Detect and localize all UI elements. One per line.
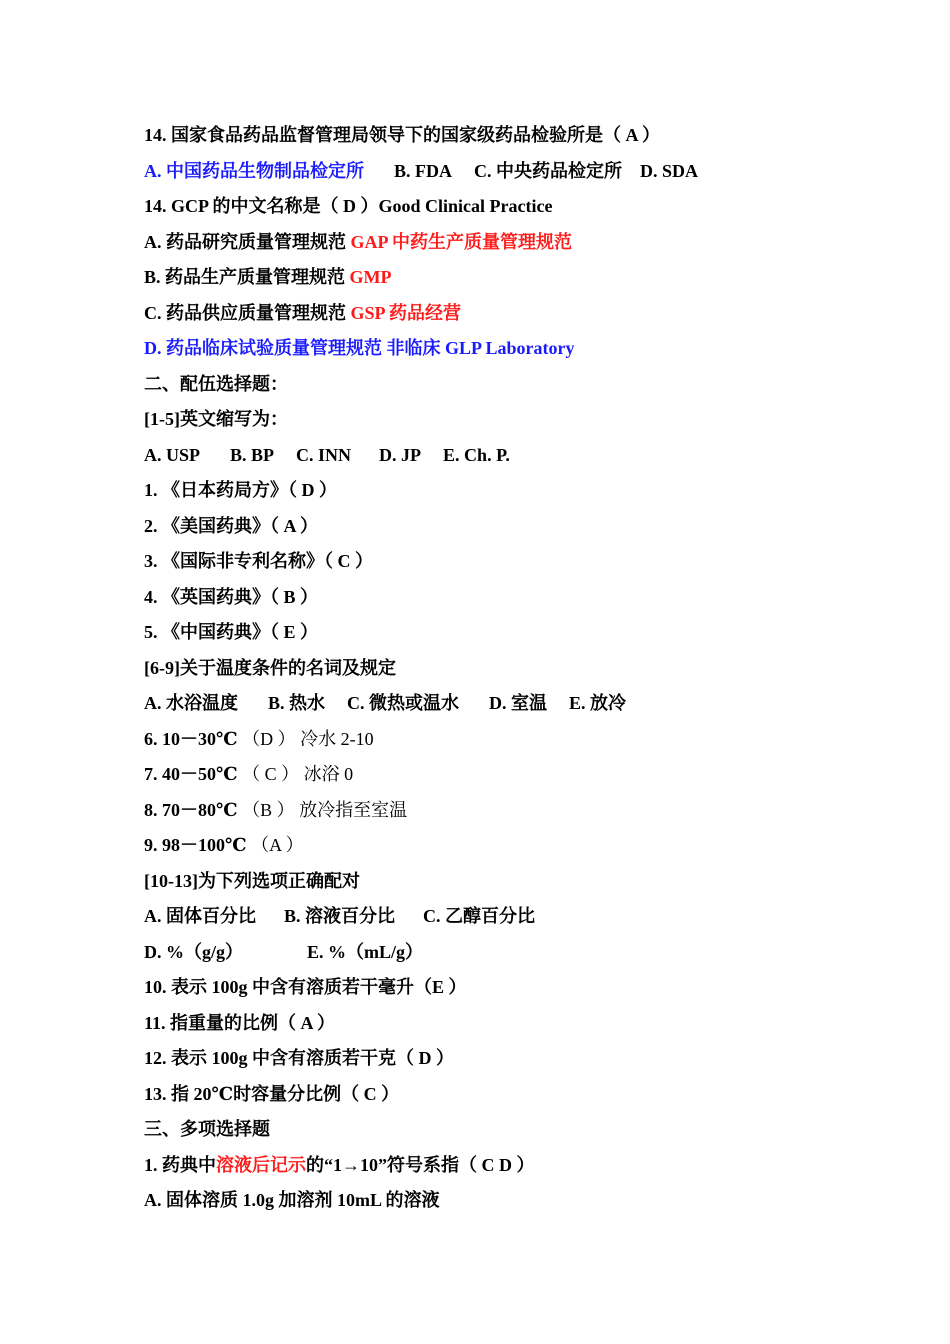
text-line <box>144 367 904 403</box>
text-segment: B. 药品生产质量管理规范 <box>144 267 350 287</box>
text-segment: 7. 40－50℃ <box>144 764 238 784</box>
text-segment: [6-9]关于温度条件的名词及规定 <box>144 657 396 678</box>
text-line <box>144 509 904 545</box>
text-line <box>144 935 904 971</box>
text-line <box>144 651 904 687</box>
text-segment: 二、配伍选择题： <box>144 373 288 394</box>
text-segment: D. SDA <box>640 160 699 181</box>
text-segment: E. Ch. P. <box>443 444 510 465</box>
text-segment: E. 放冷 <box>569 693 627 713</box>
text-segment: B. BP <box>230 444 275 465</box>
text-line <box>144 296 904 332</box>
text-segment: E. %（mL/g） <box>307 941 424 962</box>
text-segment: A. 固体百分比 <box>144 906 256 926</box>
text-line <box>144 864 904 900</box>
text-line <box>144 1006 904 1042</box>
text-segment: [1-5]英文缩写为： <box>144 409 288 429</box>
text-segment: 12. 表示 100g 中含有溶质若干克（ D ） <box>144 1048 454 1068</box>
document-content <box>144 118 904 1219</box>
text-segment: C. 中央药品检定所 <box>474 160 622 181</box>
text-segment: 10. 表示 100g 中含有溶质若干毫升（E ） <box>144 977 467 997</box>
text-segment: 溶液后记示 <box>216 1154 306 1175</box>
text-segment: 8. 70－80℃ <box>144 799 238 820</box>
text-segment: （A ） <box>246 835 304 855</box>
text-segment: A. 药品研究质量管理规范 <box>144 231 351 252</box>
text-line <box>144 899 904 935</box>
text-line <box>144 402 904 438</box>
text-segment: D. 室温 <box>489 693 548 713</box>
text-line <box>144 260 904 296</box>
text-line <box>144 722 904 758</box>
text-segment: GAP 中药生产质量管理规范 <box>350 231 573 252</box>
text-line <box>144 580 904 616</box>
text-segment: D. JP <box>379 444 422 465</box>
text-line <box>144 1077 904 1113</box>
text-segment: GMP <box>349 267 392 287</box>
text-segment: [10-13]为下列选项正确配对 <box>144 870 360 891</box>
text-line <box>144 189 904 225</box>
text-line <box>144 473 904 509</box>
text-segment: （D ） 冷水 2-10 <box>237 728 374 749</box>
text-segment: 2. 《美国药典》（ A ） <box>144 515 319 536</box>
text-segment: C. 药品供应质量管理规范 <box>144 302 351 323</box>
text-segment: C. 乙醇百分比 <box>423 906 536 926</box>
text-line <box>144 686 904 722</box>
text-segment: 14. GCP 的中文名称是（ D ）Good Clinical Practice <box>144 196 553 216</box>
text-segment: 13. 指 20℃时容量分比例（ C ） <box>144 1083 400 1104</box>
text-line <box>144 225 904 261</box>
text-segment: B. FDA <box>394 160 452 181</box>
text-line <box>144 1148 904 1184</box>
text-segment: A. 固体溶质 1.0g 加溶剂 10mL 的溶液 <box>144 1190 440 1210</box>
text-segment: A. USP <box>144 444 201 465</box>
text-segment: D. %（g/g） <box>144 941 243 962</box>
text-line <box>144 544 904 580</box>
text-segment: 4. 《英国药典》（ B ） <box>144 586 319 607</box>
text-line <box>144 1041 904 1077</box>
text-segment: D. 药品临床试验质量管理规范 非临床 GLP Laboratory <box>144 338 575 358</box>
text-line <box>144 793 904 829</box>
text-line <box>144 1112 904 1148</box>
text-segment: 6. 10－30℃ <box>144 728 238 749</box>
text-segment: A. 水浴温度 <box>144 693 238 713</box>
text-segment: 5. 《中国药典》（ E ） <box>144 622 319 642</box>
text-segment: 的“1→10”符号系指（ C D ） <box>306 1154 535 1175</box>
text-segment: 11. 指重量的比例（ A ） <box>144 1012 336 1033</box>
text-line <box>144 154 904 190</box>
text-line <box>144 757 904 793</box>
text-segment: 9. 98－100℃ <box>144 835 247 855</box>
text-line <box>144 615 904 651</box>
text-segment: 1. 《日本药局方》（ D ） <box>144 480 337 500</box>
text-segment: A. 中国药品生物制品检定所 <box>144 160 364 181</box>
text-segment: 1. 药典中 <box>144 1154 216 1175</box>
text-segment: （ C ） 冰浴 0 <box>237 764 354 784</box>
text-line <box>144 828 904 864</box>
text-segment: C. 微热或温水 <box>347 693 460 713</box>
text-segment: 14. 国家食品药品监督管理局领导下的国家级药品检验所是（ A ） <box>144 125 661 145</box>
text-segment: B. 热水 <box>268 693 326 713</box>
text-segment: C. INN <box>296 444 352 465</box>
text-line <box>144 331 904 367</box>
text-segment: 3. 《国际非专利名称》（ C ） <box>144 551 373 571</box>
text-segment: 三、多项选择题 <box>144 1119 270 1139</box>
text-segment: GSP 药品经营 <box>350 302 462 323</box>
text-line <box>144 970 904 1006</box>
text-line <box>144 438 904 474</box>
text-segment: B. 溶液百分比 <box>284 906 396 926</box>
text-line <box>144 118 904 154</box>
text-line <box>144 1183 904 1219</box>
text-segment: （B ） 放冷指至室温 <box>237 799 408 820</box>
